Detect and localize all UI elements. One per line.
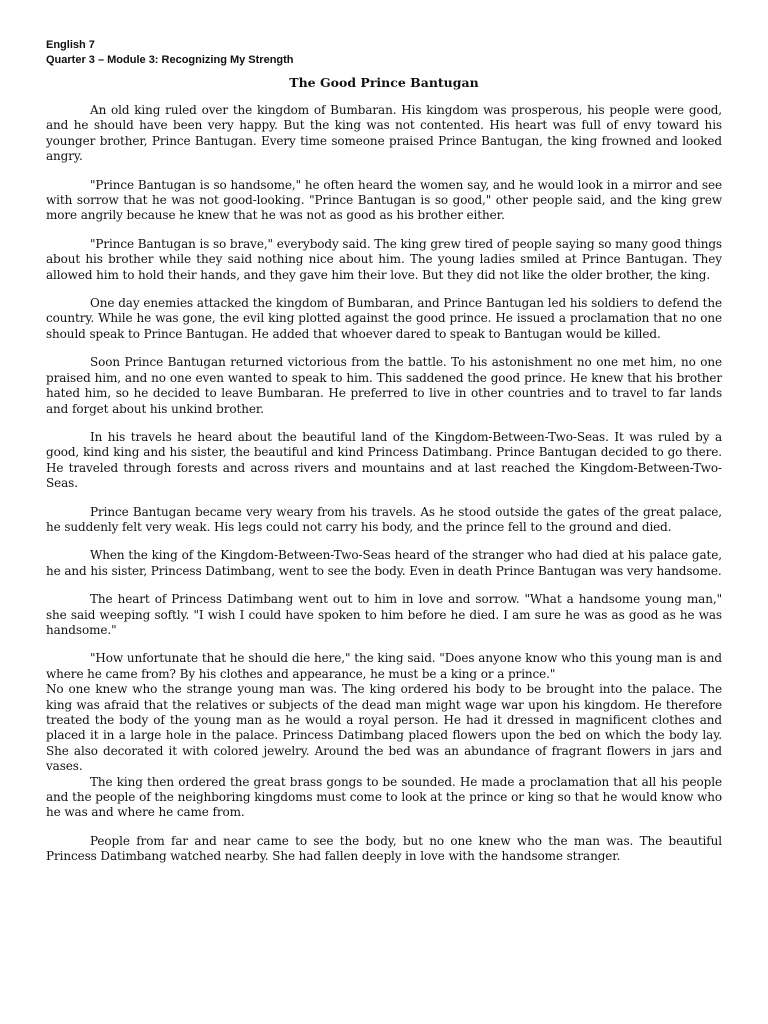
story-paragraph-12: The king then ordered the great brass gongs to be sounded. He made a proclamation that all his people and the people of the neighboring kingdoms must come to look at the prince or king so that he would know who he was and where he came from. <box>46 774 722 820</box>
story-paragraph-5: Soon Prince Bantugan returned victorious from the battle. To his astonishment no one met him, no one praised him, and no one even wanted to speak to him. This saddened the good prince. He knew that his brother hated him, so he decided to leave Bumbaran. He preferred to live in other countries and to travel to far lands and forget about his unkind brother. <box>46 355 722 416</box>
story-paragraph-11: No one knew who the strange young man was. The king ordered his body to be brought into the palace. The king was afraid that the relatives or subjects of the dead man might wage war upon his kingdom. He therefore treated the body of the young man as he would a royal person. He had it dressed in magnificent clothes and placed it in a large hole in the palace. Princess Datimbang placed flowers upon the bed on which the body lay. She also decorated it with colored jewelry. Around the bed was an abundance of fragrant flowers in jars and vases. <box>46 682 722 774</box>
story-title: The Good Prince Bantugan <box>289 75 479 90</box>
module-header: Quarter 3 – Module 3: Recognizing My Strength <box>46 54 294 66</box>
story-paragraph-1: An old king ruled over the kingdom of Bumbaran. His kingdom was prosperous, his people were good, and he should have been very happy. But the king was not contented. His heart was full of envy toward his younger brother, Prince Bantugan. Every time someone praised Prince Bantugan, the king frowned and looked angry. <box>46 103 722 164</box>
story-paragraph-8: When the king of the Kingdom-Between-Two-Seas heard of the stranger who had died at his palace gate, he and his sister, Princess Datimbang, went to see the body. Even in death Prince Bantugan was very handsome. <box>46 548 722 578</box>
story-paragraph-4: One day enemies attacked the kingdom of Bumbaran, and Prince Bantugan led his soldiers to defend the country. While he was gone, the evil king plotted against the good prince. He issued a proclamation that no one should speak to Prince Bantugan. He added that whoever dared to speak to Bantugan would be killed. <box>46 296 722 341</box>
story-paragraph-3: "Prince Bantugan is so brave," everybody said. The king grew tired of people saying so many good things about his brother while they said nothing nice about him. The young ladies smiled at Prince Bantugan. They allowed him to hold their hands, and they gave him their love. But they did not like the older brother, the king. <box>46 236 722 282</box>
subject-header: English 7 <box>46 39 95 51</box>
story-paragraph-10: "How unfortunate that he should die here," the king said. "Does anyone know who this young man is and where he came from? By his clothes and appearance, he must be a king or a prince." <box>46 651 722 681</box>
document-page <box>46 38 722 878</box>
story-paragraph-13: People from far and near came to see the body, but no one knew who the man was. The beautiful Princess Datimbang watched nearby. She had fallen deeply in love with the handsome stranger. <box>46 833 722 864</box>
story-paragraph-9: The heart of Princess Datimbang went out to him in love and sorrow. "What a handsome young man," she said weeping softly. "I wish I could have spoken to him before he died. I am sure he was as good as he was handsome." <box>46 592 722 637</box>
story-paragraph-6: In his travels he heard about the beautiful land of the Kingdom-Between-Two-Seas. It was ruled by a good, kind king and his sister, the beautiful and kind Princess Datimbang. Prince Bantugan decided to go there. He traveled through forests and across rivers and mountains and at last reached the Kingdom-Between-Two-Seas. <box>46 429 722 491</box>
story-paragraph-7: Prince Bantugan became very weary from his travels. As he stood outside the gates of the great palace, he suddenly felt very weak. His legs could not carry his body, and the prince fell to the ground and died. <box>46 504 722 534</box>
story-paragraph-2: "Prince Bantugan is so handsome," he often heard the women say, and he would look in a mirror and see with sorrow that he was not good-looking. "Prince Bantugan is so good," other people said, and the king grew more angrily because he knew that he was not as good as his brother either. <box>46 177 722 223</box>
